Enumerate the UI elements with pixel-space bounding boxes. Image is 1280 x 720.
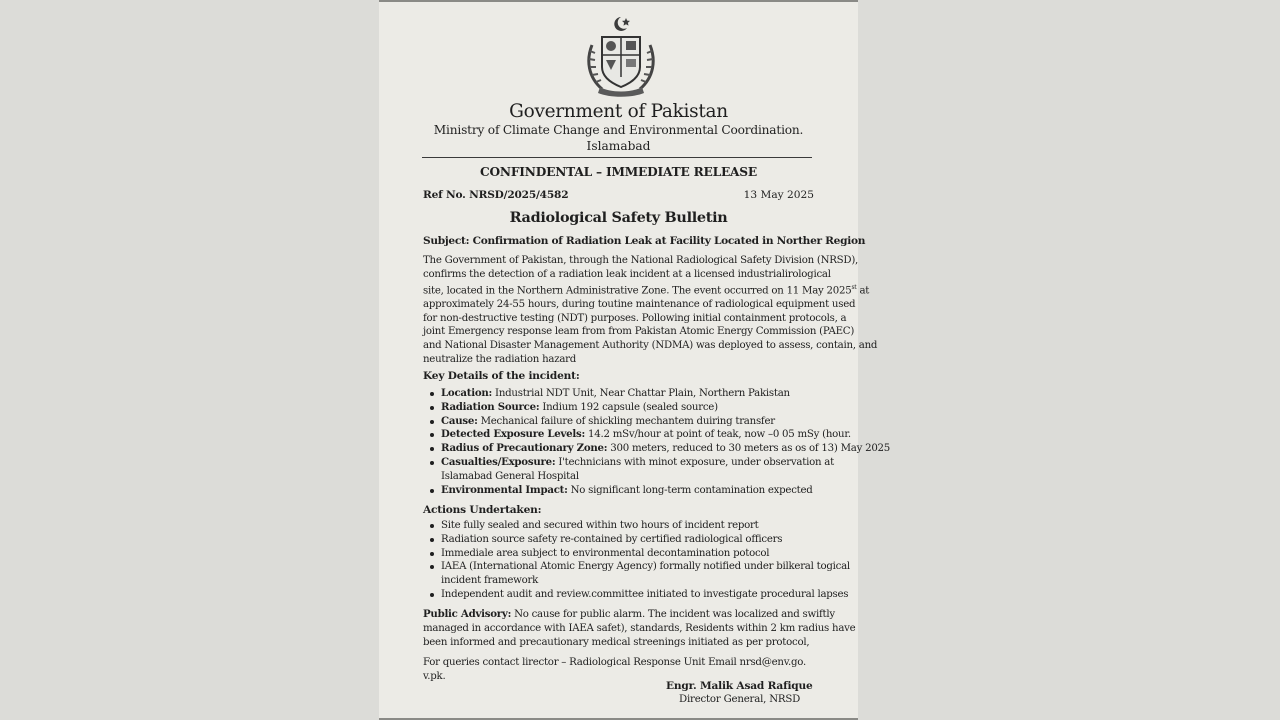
list-item: Casualties/Exposure: I'technicians with minot exposure, under observation at Islamabad General Hospital xyxy=(429,456,849,484)
issue-date: 13 May 2025 xyxy=(743,189,814,201)
contact-info: For queries contact lirector – Radiological Response Unit Email nrsd@env.go. v.pk. xyxy=(423,657,806,682)
list-item: IAEA (International Atomic Energy Agency) formally notified under bilkeral togical incident framework xyxy=(429,560,849,588)
list-item: Detected Exposure Levels: 14.2 mSv/hour at point of teak, now –0 05 mSy (hour. xyxy=(429,428,849,442)
list-item: Environmental Impact: No significant long-term contamination expected xyxy=(429,484,849,498)
subject-line: Subject: Confirmation of Radiation Leak at Facility Located in Norther Region xyxy=(423,235,866,247)
city-name: Islamabad xyxy=(586,139,651,153)
list-item: Cause: Mechanical failure of shickling mechantem duiring transfer xyxy=(429,415,849,429)
intro-line: The Government of Pakistan, through the National Radiological Safety Division (NRSD), xyxy=(423,255,859,266)
list-item: Site fully sealed and secured within two hours of incident report xyxy=(429,519,849,533)
key-details-heading: Key Details of the incident: xyxy=(423,370,580,382)
header-divider xyxy=(422,157,812,158)
ministry-name: Ministry of Climate Change and Environmental Coordination. xyxy=(433,123,804,137)
intro-line: neutralize the radiation hazard xyxy=(423,353,577,365)
list-item: Radiation Source: Indium 192 capsule (sealed source) xyxy=(429,401,849,415)
government-title: Government of Pakistan xyxy=(509,101,728,122)
bulletin-document xyxy=(379,0,891,720)
intro-line: joint Emergency response leam from from Pakistan Atomic Energy Commission (PAEC) xyxy=(423,326,855,338)
list-item: Location: Industrial NDT Unit, Near Chattar Plain, Northern Pakistan xyxy=(429,387,849,401)
intro-line: approximately 24-55 hours, during toutine maintenance of radiological equipment used xyxy=(423,299,856,311)
signatory-name: Engr. Malik Asad Rafique xyxy=(666,680,813,692)
actions-heading: Actions Undertaken: xyxy=(423,504,542,516)
advisory-label: Public Advisory: xyxy=(423,608,512,620)
list-item: Radiation source safety re-contained by certified radiological officers xyxy=(429,533,849,547)
date-superscript: st xyxy=(851,284,857,292)
intro-line: for non-destructive testing (NDT) purposes. Pollowing initial containment protocols, a xyxy=(423,312,847,324)
public-advisory: Public Advisory: No cause for public alarm. The incident was localized and swiftly managed in accordance with IAEA safet), standards, Residents within 2 km radius have been informed and precautionary medical streenings initiated as per protocol, xyxy=(423,608,856,648)
intro-line: site, located in the Northern Administrative Zone. The event occurred on 11 May 2025st at xyxy=(423,284,870,297)
bulletin-title: Radiological Safety Bulletin xyxy=(509,209,728,226)
classification-label: CONFINDENTAL – IMMEDIATE RELEASE xyxy=(479,165,757,179)
intro-paragraph xyxy=(423,254,878,366)
intro-line: confirms the detection of a radiation leak incident at a licensed industrialirological xyxy=(423,268,831,280)
key-details-list xyxy=(429,387,891,497)
list-item: Radius of Precautionary Zone: 300 meters, reduced to 30 meters as os of 13) May 2025 xyxy=(429,442,849,456)
intro-line: and National Disaster Management Authority (NDMA) was deployed to assess, contain, and xyxy=(423,339,878,351)
list-item: Immediale area subject to environmental decontamination potocol xyxy=(429,547,849,561)
list-item: Independent audit and review.committee initiated to investigate procedural lapses xyxy=(429,588,849,602)
state-emblem-icon xyxy=(582,15,660,99)
actions-list xyxy=(429,519,849,602)
signatory-title: Director General, NRSD xyxy=(679,694,801,705)
reference-number: Ref No. NRSD/2025/4582 xyxy=(423,189,569,201)
